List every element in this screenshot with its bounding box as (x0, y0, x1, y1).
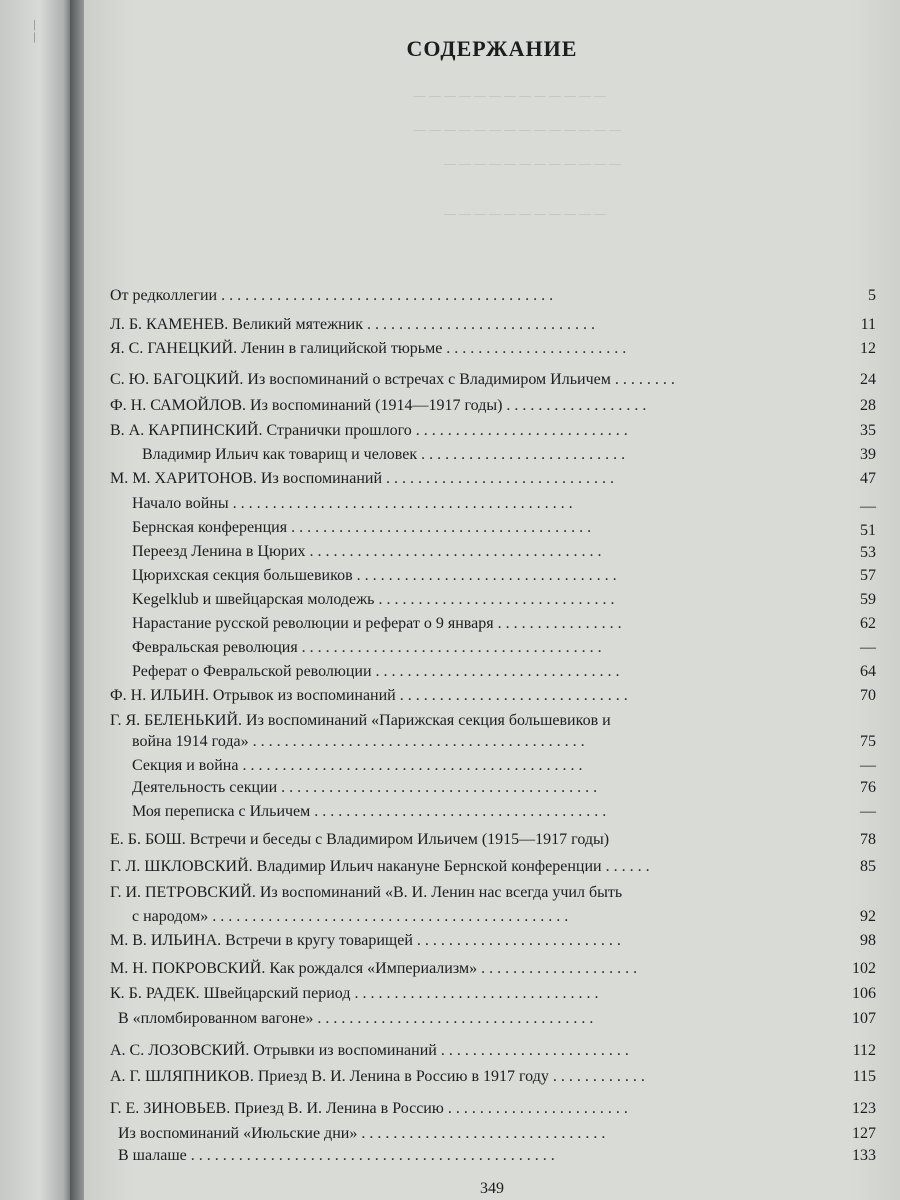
toc-entry-title: Секция и война (132, 757, 239, 774)
toc-entry (132, 565, 764, 587)
toc-page-number: 115 (852, 1068, 876, 1085)
toc-entry-title: Владимир Ильич как товарищ и человек (142, 446, 418, 463)
toc-entry-title: В шалаше (118, 1147, 187, 1164)
left-page-edge (0, 0, 72, 1200)
toc-entry (110, 829, 764, 851)
toc-entry (110, 930, 764, 952)
toc-page-number: 57 (860, 567, 876, 584)
toc-entry (132, 493, 764, 515)
toc-leader-dots: . . . . . . . . . . . . . . . . . . . . . . . . . . . . . . . (371, 663, 620, 680)
toc-page-number: 78 (860, 831, 876, 848)
toc-leader-dots: . . . . . . (601, 858, 650, 875)
toc-entry-title: Переезд Ленина в Цюрих (132, 543, 306, 560)
toc-page-number: 70 (860, 687, 876, 704)
toc-entry (132, 589, 764, 611)
toc-page-number: 127 (852, 1125, 876, 1142)
toc-entry (132, 613, 764, 635)
toc-page-number: 106 (852, 985, 876, 1002)
toc-page-number: 92 (860, 908, 876, 925)
toc-entry (118, 1123, 764, 1145)
toc-page-number: — (860, 639, 876, 656)
toc-leader-dots: . . . . . . . . . . . . . . . . . . . . . . . . . . . . . . . . . . . . . . . . . . . (238, 757, 583, 774)
toc-page-number: — (860, 803, 876, 820)
toc-entry-title: Бернская конференция (132, 519, 288, 536)
toc-leader-dots: . . . . . . . . . . . . . . . . . . . . . . . . . . . . . . . . . . . . . (310, 803, 607, 820)
toc-page-number: 102 (852, 960, 876, 977)
toc-page-number: 35 (860, 422, 876, 439)
toc-entry-title: Деятельность секции (132, 779, 278, 796)
toc-entry-title: Цюрихская секция большевиков (132, 567, 353, 584)
toc-entry (132, 637, 764, 659)
toc-entry (132, 661, 764, 683)
toc-entry-title: Г. Л. ШКЛОВСКИЙ. Владимир Ильич накануне Бернской конференции (110, 858, 602, 875)
toc-entry (110, 856, 764, 878)
toc-entry (110, 1066, 764, 1088)
toc-entry (110, 338, 764, 360)
toc-leader-dots: . . . . . . . . . . . . . . . . . . . . . . . . . . . . . (382, 470, 615, 487)
toc-leader-dots: . . . . . . . . . . . . . . . . . . . . . . . . . . . . . . . . . . . . . . . . . . (217, 287, 554, 304)
toc-entry (132, 801, 764, 823)
toc-leader-dots: . . . . . . . . . . . . . . . . . . . . . . . . . . . . . . . . . . . . . . . . . . . . . . (186, 1147, 555, 1164)
left-page-bleed-text: — — (29, 20, 40, 43)
toc-entry (110, 710, 764, 732)
toc-leader-dots: . . . . . . . . . . . . . . . . . . . . . . . . . . . . . . . . . . . . . . . . (277, 779, 598, 796)
toc-page-number: 24 (860, 371, 876, 388)
toc-page-number: 98 (860, 932, 876, 949)
toc-leader-dots: . . . . . . . . . . . . . . . . . . (502, 397, 647, 414)
toc-entry-title: Г. Е. ЗИНОВЬЕВ. Приезд В. И. Ленина в Россию (110, 1100, 444, 1117)
toc-leader-dots: . . . . . . . . . . . . . . . . . . . . . . . . . . . . . . . . . . . . . . (287, 519, 592, 536)
toc-page-number: 62 (860, 615, 876, 632)
toc-entry (110, 1040, 764, 1062)
toc-page-number: 76 (860, 779, 876, 796)
toc-entry (110, 958, 764, 980)
toc-entry (110, 395, 764, 417)
toc-entry-title: А. С. ЛОЗОВСКИЙ. Отрывки из воспоминаний (110, 1042, 437, 1059)
toc-leader-dots: . . . . . . . . . . . . . . . . (493, 615, 622, 632)
toc-entry-title: Е. Б. БОШ. Встречи и беседы с Владимиром Ильичем (1915—1917 годы) (110, 831, 610, 848)
toc-leader-dots: . . . . . . . . . . . . . . . . . . . . . . . . . . (417, 446, 626, 463)
toc-entry (132, 541, 764, 563)
toc-entry (110, 468, 764, 490)
toc-entry-title: Нарастание русской революции и реферат о 9 января (132, 615, 494, 632)
toc-entry-title: Ф. Н. САМОЙЛОВ. Из воспоминаний (1914—1917 годы) (110, 397, 503, 414)
toc-entry-title: А. Г. ШЛЯПНИКОВ. Приезд В. И. Ленина в Россию в 1917 году (110, 1068, 549, 1085)
toc-leader-dots: . . . . . . . . (610, 371, 675, 388)
toc-entry-title: Начало войны (132, 495, 229, 512)
toc-entry-title: М. Н. ПОКРОВСКИЙ. Как рождался «Империализм» (110, 960, 478, 977)
toc-page-number: 53 (860, 544, 876, 561)
toc-entry-title: Kegelklub и швейцарская молодежь (132, 591, 375, 608)
toc-page-number: 123 (852, 1100, 876, 1117)
toc-leader-dots: . . . . . . . . . . . . . . . . . . . . . . . . . . . . . . . . . . . . . . . . . . (248, 733, 585, 750)
toc-entry (110, 685, 764, 707)
toc-page-number: 11 (860, 316, 876, 333)
toc-entry (110, 314, 764, 336)
toc-page-number: — (860, 498, 876, 515)
toc-entry-title: Г. Я. БЕЛЕНЬКИЙ. Из воспоминаний «Парижская секция большевиков и (110, 712, 611, 729)
toc-leader-dots: . . . . . . . . . . . . . . . . . . . . . . . . . . . . . . . (350, 985, 599, 1002)
toc-entry (110, 882, 764, 904)
toc-entry-title: Моя переписка с Ильичем (132, 803, 311, 820)
toc-page-number: 51 (860, 522, 876, 539)
toc-page-number: 59 (860, 591, 876, 608)
toc-page-number: 28 (860, 397, 876, 414)
toc-entry (132, 517, 764, 539)
toc-entry (132, 755, 764, 777)
toc-entry-title: В «пломбированном вагоне» (118, 1010, 314, 1027)
toc-page-number: 12 (860, 340, 876, 357)
toc-entry-title: К. Б. РАДЕК. Швейцарский период (110, 985, 351, 1002)
toc-entry (118, 1145, 764, 1167)
toc-page-number: 75 (860, 733, 876, 750)
toc-page-number: 133 (852, 1147, 876, 1164)
toc-leader-dots: . . . . . . . . . . . . . . . . . . . . . . . . . . . . . . . . . (352, 567, 617, 584)
toc-leader-dots: . . . . . . . . . . . . . . . . . . . . . . . . . . . . . . . . . . . . . . . . . . . . . (208, 908, 569, 925)
toc-page-number: 5 (868, 287, 876, 304)
toc-leader-dots: . . . . . . . . . . . . . . . . . . . . . . . . . . (412, 932, 621, 949)
toc-entry-title: Ф. Н. ИЛЬИН. Отрывок из воспоминаний (110, 687, 396, 704)
toc-entry-title: Г. И. ПЕТРОВСКИЙ. Из воспоминаний «В. И. Ленин нас всегда учил быть (110, 884, 623, 901)
toc-entry (110, 285, 764, 307)
toc-entry-title: М. В. ИЛЬИНА. Встречи в кругу товарищей (110, 932, 413, 949)
toc-leader-dots: . . . . . . . . . . . . . . . . . . . . . . . . . . . . . (395, 687, 628, 704)
toc-leader-dots: . . . . . . . . . . . . . . . . . . . . . . . . . . . . . . . . . . . . . (305, 543, 602, 560)
toc-leader-dots: . . . . . . . . . . . . . . . . . . . . . . . . . . . . . . . . . . . . . . . . . . . (228, 495, 573, 512)
toc-leader-dots: . . . . . . . . . . . . . . . . . . . . . . . (443, 1100, 628, 1117)
toc-leader-dots: . . . . . . . . . . . . . . . . . . . . . . . . . . . . . . (374, 591, 615, 608)
toc-page-number: 85 (860, 858, 876, 875)
toc-entry-title: с народом» (132, 908, 209, 925)
toc-leader-dots: . . . . . . . . . . . . . . . . . . . . . . . . (436, 1042, 629, 1059)
show-through-text: — — — — — — — — — — — — — — (414, 122, 621, 136)
toc-entry-title: В. А. КАРПИНСКИЙ. Странички прошлого (110, 422, 412, 439)
toc-entry (142, 444, 764, 466)
toc-entry-title: С. Ю. БАГОЦКИЙ. Из воспоминаний о встречах с Владимиром Ильичем (110, 371, 611, 388)
toc-entry (110, 369, 764, 391)
page-number: 349 (480, 1180, 504, 1197)
toc-page-number: 112 (852, 1042, 876, 1059)
toc-page-number: 47 (860, 470, 876, 487)
page-title: СОДЕРЖАНИЕ (406, 36, 578, 61)
toc-page-number: — (860, 757, 876, 774)
toc-entry (110, 1098, 764, 1120)
toc-leader-dots: . . . . . . . . . . . . . . . . . . . . . . . . . . . (411, 422, 628, 439)
show-through-text: — — — — — — — — — — — — (444, 156, 621, 170)
toc-entry (132, 777, 764, 799)
toc-entry-title: Из воспоминаний «Июльские дни» (118, 1125, 358, 1142)
toc-leader-dots: . . . . . . . . . . . . . . . . . . . . . . . . . . . . . . . . . . . (313, 1010, 594, 1027)
toc-entry-title: М. М. ХАРИТОНОВ. Из воспоминаний (110, 470, 383, 487)
toc-page-number: 39 (860, 446, 876, 463)
toc-entry (118, 1008, 764, 1030)
toc-entry-title: Реферат о Февральской революции (132, 663, 372, 680)
toc-leader-dots: . . . . . . . . . . . . . . . . . . . . (477, 960, 638, 977)
toc-leader-dots: . . . . . . . . . . . . . . . . . . . . . . . . . . . . . . . . . . . . . . (297, 639, 602, 656)
contents-page (84, 0, 900, 1200)
toc-entry (110, 420, 764, 442)
toc-leader-dots: . . . . . . . . . . . . . . . . . . . . . . . . . . . . . (363, 316, 596, 333)
toc-entry-title: война 1914 года» (132, 733, 249, 750)
toc-entry-title: Февральская революция (132, 639, 298, 656)
toc-page-number: 107 (852, 1010, 876, 1027)
toc-page-number: 64 (860, 663, 876, 680)
toc-entry-title: От редколлегии (110, 287, 218, 304)
toc-entry (110, 983, 764, 1005)
show-through-text: — — — — — — — — — — — — — (414, 88, 606, 102)
show-through-text: — — — — — — — — — — — (444, 206, 606, 220)
toc-entry-title: Л. Б. КАМЕНЕВ. Великий мятежник (110, 316, 364, 333)
toc-leader-dots: . . . . . . . . . . . . . . . . . . . . . . . (442, 340, 627, 357)
toc-leader-dots: . . . . . . . . . . . . . . . . . . . . . . . . . . . . . . . (357, 1125, 606, 1142)
toc-entry (132, 731, 764, 753)
toc-entry-title: Я. С. ГАНЕЦКИЙ. Ленин в галицийской тюрьме (110, 340, 443, 357)
toc-entry (132, 906, 764, 928)
toc-leader-dots: . . . . . . . . . . . . (548, 1068, 645, 1085)
